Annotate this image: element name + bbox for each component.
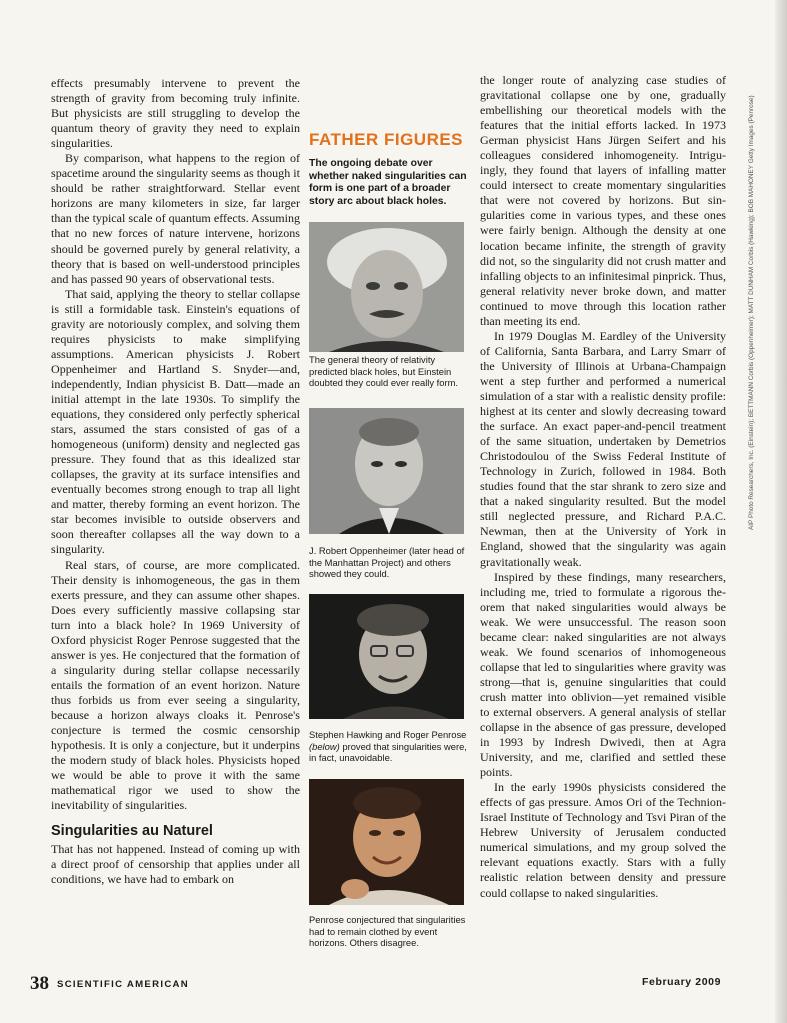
right-paragraph-2: In 1979 Douglas M. Eardley of the University of California, Santa Barbara, and Larry Smarr of the University of Illinois at Urbana-Champaign went a step further and performed a numerical simulation of a star with a realistic density profile: highest at its center and slowly decreasing toward the surface. An exact paper-and-pencil treatment of the same situation, undertaken by Demetrios Christodoulou of the Swiss Federal Institute of Technology in Zurich, followed in 1984. Both studies found that the star shrank to zero size and that a naked singularity resulted. But the model still neglected pressure, and Richard P.A.C. Newman, then at the University of York in England, showed that the singularity was again gravitationally weak. (480, 328, 726, 569)
right-paragraph-1: the longer route of analyzing case studies of gravitational collapse one by one, gradually embellishing our theoretical models with the features that the initial efforts lacked. In 1973 German physicist Hans Jürgen Seifert and his colleagues considered inhomogeneity. Intriguingly, they found that layers of infalling matter could intersect to create momentary singularities that were not covered by horizons. But singularities come in various types, and these ones were fairly benign. Although the density at one location became infinite, the strength of gravity did not, so the singularity did not crush matter and infalling objects to an infinitesimal pinprick. Thus, general relativity never broke down, and matter continued to move through this location rather than meeting its end. (480, 73, 726, 328)
left-paragraph-2: By comparison, what happens to the region of spacetime around the singularity seems as though it should be rather straightforward. Stellar event horizons are many kilometers in size, far larger than the typical scale of quantum effects. Assuming that no new forces of nature intervene, horizons should be governed purely by general relativity, a theory that is based on well-understood principles and has passed 90 years of observational tests. (51, 151, 300, 286)
einstein-photo (309, 222, 464, 352)
left-paragraph-5: That has not happened. Instead of coming up with a direct proof of censorship that applies under all conditions, we have had to embark on (51, 842, 300, 887)
right-paragraph-4: In the early 1990s physicists considered the effects of gas pressure. Amos Ori of the Technion-Israel Institute of Technology and Tsvi Piran of the Hebrew University of Jerusalem conducted numerical simulations, and my group solved the relevant equations exactly. Stars with a fully realistic relation between density and pressure could collapse to naked singularities. (480, 780, 726, 900)
page-edge (775, 0, 787, 1023)
caption-hawking-below: (below) (309, 740, 340, 752)
oppenheimer-photo (309, 408, 464, 534)
sidebar-title: FATHER FIGURES (309, 130, 464, 149)
section-subhead: Singularities au Naturel (51, 823, 213, 840)
caption-penrose: Penrose conjectured that singularities had to remain clothed by event horizons. Others disagree. (309, 914, 466, 949)
right-column (480, 73, 726, 901)
photo-credit: AIP Photo Researchers, Inc. (Einstein); BETTMANN Corbis (Oppenheimer); MATT DUNHAM Corbis (Hawking); BOB MAHONEY Getty Images (Penrose) (748, 95, 755, 530)
caption-oppenheimer: J. Robert Oppenheimer (later head of the Manhattan Project) and others showed they could. (309, 545, 465, 580)
left-paragraph-4: Real stars, of course, are more complicated. Their density is inhomogeneous, the gas in them exerts pressure, and they can assume other shapes. Does every sufficiently massive collapsing star turn into a black hole? In 1969 University of Oxford physicist Roger Penrose suggested that the answer is yes. He conjectured that the formation of a singularity during stellar collapse necessarily entails the formation of an event horizon. Nature thus forbids us from ever seeing a singularity, because a horizon always cloaks it. Penrose's conjecture is termed the cosmic censorship hypothesis. It is only a conjecture, but it underpins the modern study of black holes. Physicists hoped we would be able to prove it with the same mathematical rigor we used to show the inevitability of singularities. (51, 557, 300, 813)
left-paragraph-3: That said, applying the theory to stellar collapse is still a formidable task. Einstein's equations of gravity are notoriously complex, and solving them requires physicists to make simplifying assumptions. American physicists J. Robert Oppenheimer and Hartland S. Snyder—and, independently, Indian physicist B. Datt—made an initial attempt in the late 1930s. To simplify the equations, they considered only perfectly spherical stars, assumed the stars consisted of gas of a homogeneous (uniform) density and neglected gas pressure. They found that as this idealized star collapses, the gravity at its surface intensifies and eventually becomes strong enough to trap all light and matter, thereby forming an event horizon. The star becomes invisible to outside observers and soon thereafter collapses all the way down to a singularity. (51, 286, 300, 557)
caption-hawking-tail: proved that singularities were, in fact, unavoidable. (309, 740, 467, 764)
right-paragraph-3: Inspired by these findings, many researchers, including me, tried to formulate a rigorous theorem that naked singularities would always be weak. We were unsuccessful. The reason soon became clear: naked singularities are not always weak. We found scenarios of inhomogeneous collapse that led to singularities where gravity was strong—that is, genuine singularities that could crush matter into oblivion—yet remained visible to external observers. A general analysis of stellar collapse in the absence of gas pressure, developed in 1993 by Indresh Dwivedi, then at Agra University, and me, clarified and settled these points. (480, 569, 726, 780)
caption-einstein: The general theory of relativity predicted black holes, but Einstein doubted they could ever really form. (309, 354, 459, 389)
penrose-photo (309, 779, 464, 905)
issue-date: February 2009 (642, 976, 722, 988)
sidebar-father-figures (309, 130, 469, 208)
sidebar-deck: The ongoing debate over whether naked singularities can form is one part of a broader story arc about black holes. (309, 158, 467, 207)
caption-hawking-lead: Stephen Hawking and Roger Penrose (309, 729, 467, 740)
magazine-name: SCIENTIFIC AMERICAN (57, 979, 190, 990)
hawking-photo (309, 594, 464, 719)
left-paragraph-1: effects presumably intervene to prevent the strength of gravity from becoming truly infinite. But physicists are still struggling to develop the quantum theory of gravity they need to explain singularities. (51, 76, 300, 151)
left-column (51, 76, 300, 887)
caption-hawking (309, 729, 469, 764)
page-number: 38 (30, 973, 49, 994)
